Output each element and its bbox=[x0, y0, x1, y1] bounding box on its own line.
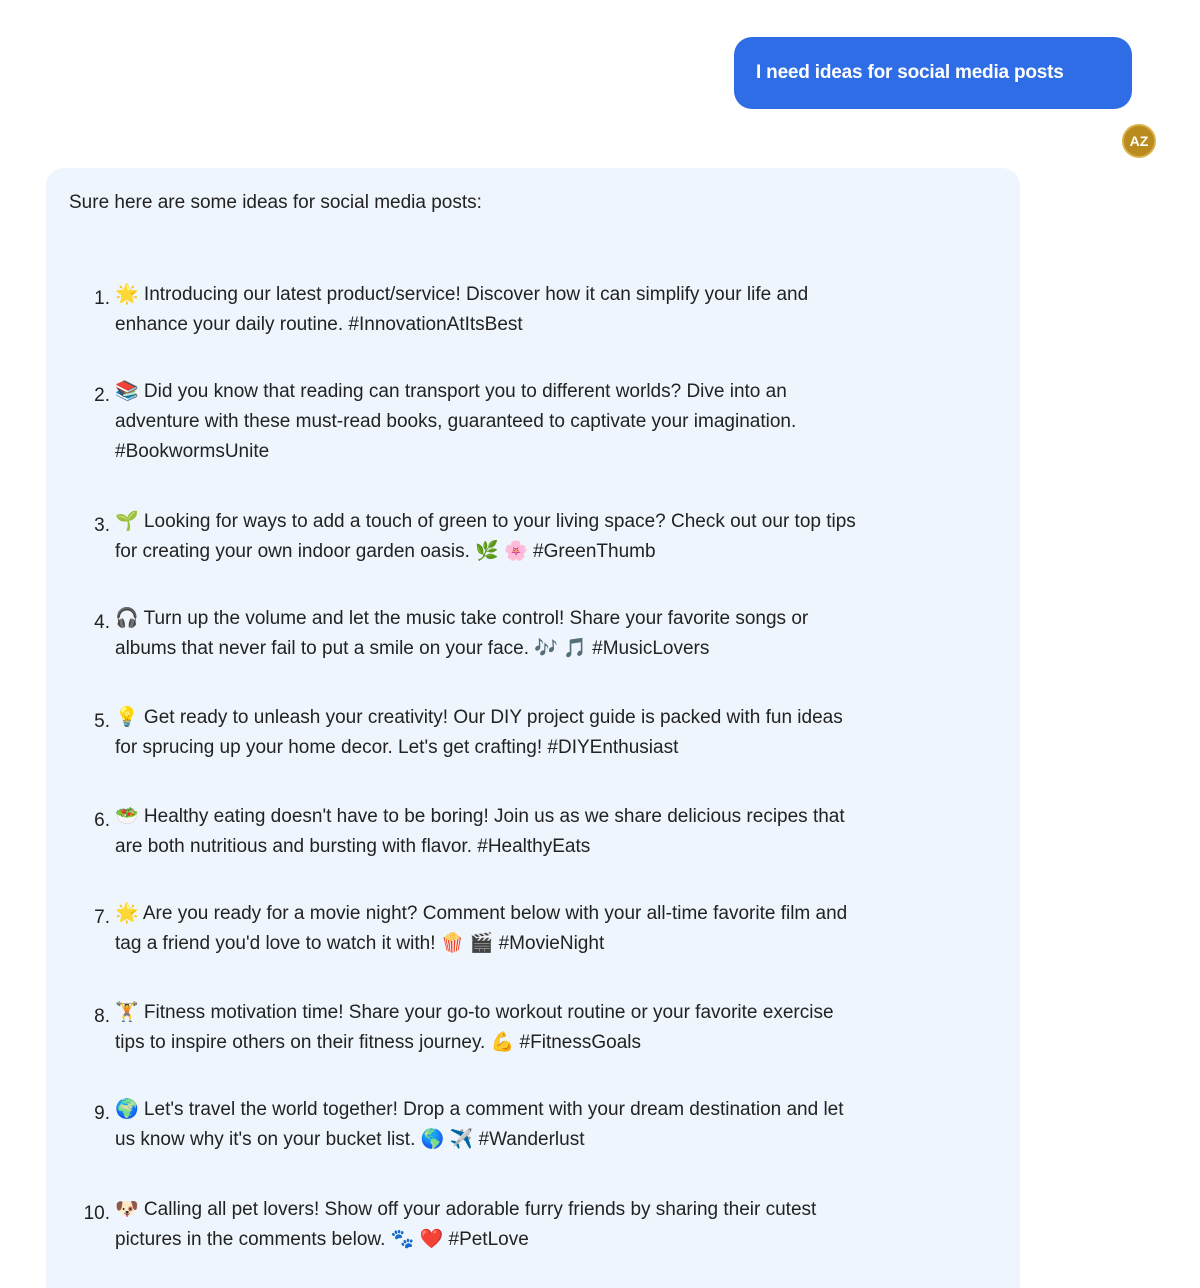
list-item-number: 7. bbox=[94, 907, 110, 928]
list-item-line: #BookwormsUnite bbox=[115, 441, 270, 462]
list-item-number: 8. bbox=[94, 1006, 110, 1027]
list-item-text bbox=[115, 507, 975, 567]
list-item-number: 10. bbox=[83, 1203, 110, 1224]
list-item-number: 4. bbox=[94, 612, 110, 633]
avatar-initials: AZ bbox=[1129, 133, 1149, 149]
list-item-text bbox=[115, 802, 975, 862]
list-item-line: tag a friend you'd love to watch it with! 🍿 🎬 #MovieNight bbox=[115, 933, 605, 954]
list-item-number: 1. bbox=[94, 288, 110, 309]
list-item-text bbox=[115, 1195, 975, 1255]
list-item-line: pictures in the comments below. 🐾 ❤️ #PetLove bbox=[115, 1229, 529, 1250]
list-item-line: 🌟 Introducing our latest product/service! Discover how it can simplify your life and bbox=[115, 284, 809, 305]
list-item-line: 🎧 Turn up the volume and let the music take control! Share your favorite songs or bbox=[115, 608, 809, 629]
list-item-line: enhance your daily routine. #InnovationAtItsBest bbox=[115, 314, 523, 335]
list-item-number: 5. bbox=[94, 711, 110, 732]
list-item-text bbox=[115, 604, 975, 664]
list-item-line: 🐶 Calling all pet lovers! Show off your adorable furry friends by sharing their cutest bbox=[115, 1199, 817, 1220]
list-item-text bbox=[115, 899, 975, 959]
list-item-line: 🥗 Healthy eating doesn't have to be boring! Join us as we share delicious recipes that bbox=[115, 806, 845, 827]
user-avatar[interactable] bbox=[1122, 124, 1156, 158]
user-message-bubble bbox=[734, 37, 1132, 109]
list-item-text bbox=[115, 703, 975, 763]
list-item-line: 🌍 Let's travel the world together! Drop a comment with your dream destination and let bbox=[115, 1099, 844, 1120]
list-item-text bbox=[115, 1095, 975, 1155]
list-item-line: tips to inspire others on their fitness journey. 💪 #FitnessGoals bbox=[115, 1032, 641, 1053]
list-item-line: adventure with these must-read books, guaranteed to captivate your imagination. bbox=[115, 411, 797, 432]
list-item-line: for creating your own indoor garden oasis. 🌿 🌸 #GreenThumb bbox=[115, 541, 656, 562]
user-message-text: I need ideas for social media posts bbox=[756, 62, 1064, 83]
assistant-intro-text: Sure here are some ideas for social media posts: bbox=[69, 192, 482, 213]
list-item-number: 2. bbox=[94, 385, 110, 406]
list-item-line: us know why it's on your bucket list. 🌎 ✈️ #Wanderlust bbox=[115, 1129, 585, 1150]
list-item-line: 🌟 Are you ready for a movie night? Comment below with your all-time favorite film and bbox=[115, 903, 848, 924]
list-item-line: albums that never fail to put a smile on your face. 🎶 🎵 #MusicLovers bbox=[115, 638, 710, 659]
list-item-line: 💡 Get ready to unleash your creativity! Our DIY project guide is packed with fun ideas bbox=[115, 707, 843, 728]
list-item-text bbox=[115, 280, 975, 340]
list-item-number: 6. bbox=[94, 810, 110, 831]
list-item-line: for sprucing up your home decor. Let's get crafting! #DIYEnthusiast bbox=[115, 737, 679, 758]
list-item-line: are both nutritious and bursting with flavor. #HealthyEats bbox=[115, 836, 591, 857]
list-item-text bbox=[115, 377, 975, 467]
list-item-text bbox=[115, 998, 975, 1058]
list-item-number: 9. bbox=[94, 1103, 110, 1124]
list-item-line: 🏋 Fitness motivation time! Share your go-to workout routine or your favorite exercise bbox=[115, 1002, 834, 1023]
list-item-line: 📚 Did you know that reading can transport you to different worlds? Dive into an bbox=[115, 381, 787, 402]
list-item-line: 🌱 Looking for ways to add a touch of green to your living space? Check out our top tips bbox=[115, 511, 856, 532]
list-item-number: 3. bbox=[94, 515, 110, 536]
